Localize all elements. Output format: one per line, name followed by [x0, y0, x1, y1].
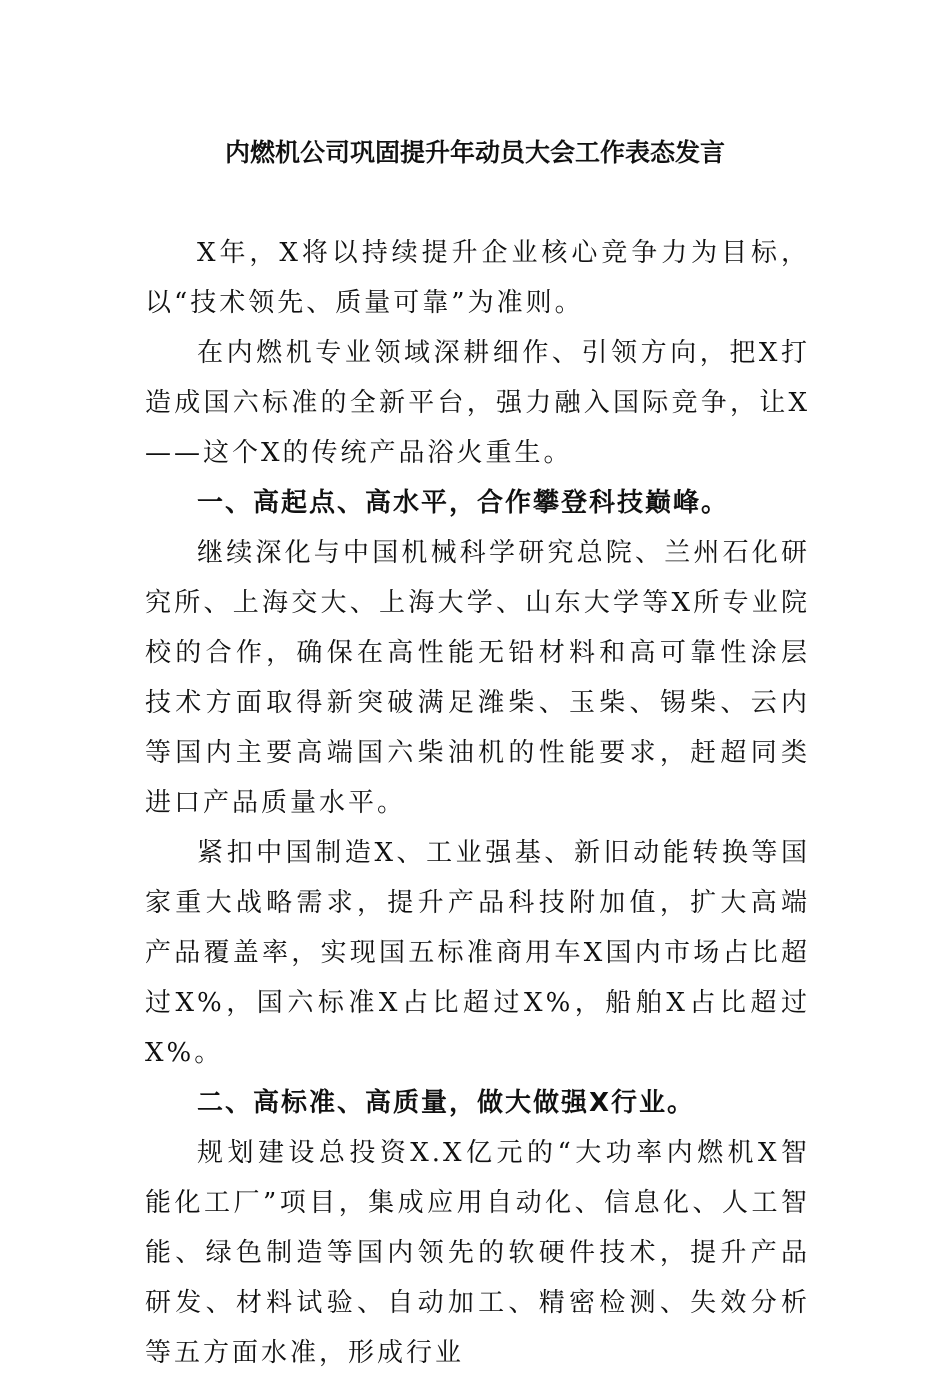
paragraph-strategy: 紧扣中国制造X、工业强基、新旧动能转换等国家重大战略需求，提升产品科技附加值，扩大高端产品覆盖率，实现国五标准商用车X国内市场占比超过X%，国六标准X占比超过X%，船舶X占比超过X%。	[145, 838, 810, 1068]
section-heading-2: 二、高标准、高质量，做大做强X行业。	[197, 1088, 696, 1118]
paragraph-smart-factory: 规划建设总投资X.X亿元的“大功率内燃机X智能化工厂”项目，集成应用自动化、信息化、人工智能、绿色制造等国内领先的软硬件技术，提升产品研发、材料试验、自动加工、精密检测、失效分析等五方面水准，形成行业	[145, 1138, 810, 1368]
paragraph-intro: X年，X将以持续提升企业核心竞争力为目标，以“技术领先、质量可靠”为准则。	[145, 238, 810, 318]
document-body	[145, 228, 810, 1378]
paragraph-cooperation: 继续深化与中国机械科学研究总院、兰州石化研究所、上海交大、上海大学、山东大学等X所专业院校的合作，确保在高性能无铅材料和高可靠性涂层技术方面取得新突破满足潍柴、玉柴、锡柴、云内等国内主要高端国六柴油机的性能要求，赶超同类进口产品质量水平。	[145, 538, 810, 818]
section-heading-1: 一、高起点、高水平，合作攀登科技巅峰。	[197, 488, 730, 518]
document-title: 内燃机公司巩固提升年动员大会工作表态发言	[224, 138, 725, 167]
paragraph-platform: 在内燃机专业领域深耕细作、引领方向，把X打造成国六标准的全新平台，强力融入国际竞争，让X——这个X的传统产品浴火重生。	[145, 338, 810, 468]
